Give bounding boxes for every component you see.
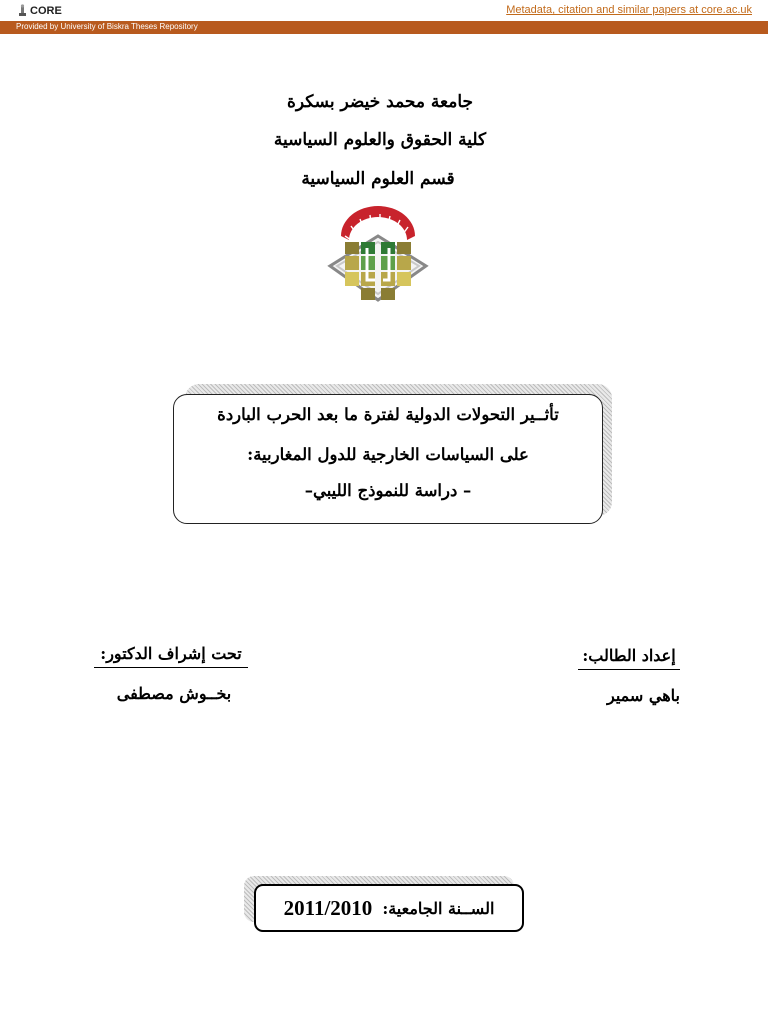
department-name: قسم العلوم السياسية xyxy=(301,169,455,189)
supervisor-name: بخــوش مصطفى xyxy=(116,684,232,703)
thesis-title-line-3: – دراسة للنموذج الليبي– xyxy=(304,481,472,500)
thesis-title-box xyxy=(173,394,603,524)
core-banner xyxy=(0,0,768,22)
supervisor-label: تحت إشراف الدكتور: xyxy=(94,644,248,668)
academic-year-label: الســنة الجامعية: xyxy=(382,898,495,918)
university-emblem-icon xyxy=(323,206,433,310)
student-label: إعداد الطالب: xyxy=(578,646,680,670)
core-logo-text: CORE xyxy=(30,4,62,17)
academic-year-value: 2011/2010 xyxy=(283,895,373,920)
core-logo-icon xyxy=(18,4,27,17)
thesis-title-line-1: تأثــير التحولات الدولية لفترة ما بعد الحرب الباردة xyxy=(217,405,559,424)
core-provided-bar xyxy=(0,21,768,34)
core-provided-text: Provided by University of Biskra Theses Repository xyxy=(16,22,198,31)
university-name: جامعة محمد خيضر بسكرة xyxy=(286,92,474,112)
faculty-name: كلية الحقوق والعلوم السياسية xyxy=(273,130,487,150)
academic-year-box xyxy=(254,884,524,932)
core-logo[interactable] xyxy=(18,3,62,18)
student-name: باهي سمير xyxy=(607,686,680,705)
thesis-title-line-2: على السياسات الخارجية للدول المغاربية: xyxy=(247,445,529,464)
core-metadata-link[interactable]: Metadata, citation and similar papers at core.ac.uk xyxy=(506,4,752,16)
